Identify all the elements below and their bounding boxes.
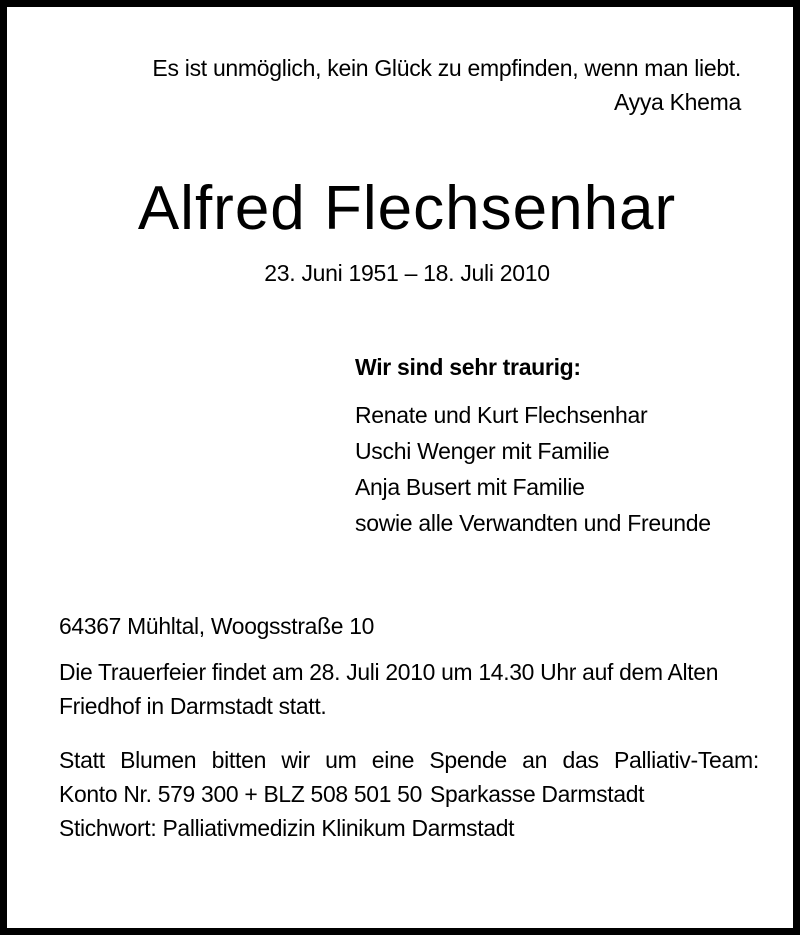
mourners-block [355,347,711,541]
donation-info [59,743,759,845]
mourner-item: Renate und Kurt Flechsenhar [355,402,648,428]
ceremony-info [59,655,759,723]
donation-line-1: Statt Blumen bitten wir um eine Spende an das Palliativ-Team: [59,747,759,773]
donation-account: Konto Nr. 579 300 + BLZ 508 501 50 [59,781,423,807]
ceremony-line-2: Friedhof in Darmstadt statt. [59,693,327,719]
deceased-name: Alfred Flechsenhar [137,174,677,243]
life-dates: 23. Juni 1951 – 18. Juli 2010 [264,260,550,286]
mourners-heading: Wir sind sehr traurig: [355,354,581,380]
mourner-item: Anja Busert mit Familie [355,474,585,500]
address: 64367 Mühltal, Woogsstraße 10 [59,613,375,639]
ceremony-line-1: Die Trauerfeier findet am 28. Juli 2010 um 14.30 Uhr auf dem Alten [59,659,719,685]
donation-bank: Sparkasse Darmstadt [430,781,645,807]
mourner-item: Uschi Wenger mit Familie [355,438,610,464]
quote-text: Es ist unmöglich, kein Glück zu empfinden, wenn man liebt. [152,55,741,81]
donation-keyword: Stichwort: Palliativmedizin Klinikum Darmstadt [59,815,515,841]
quote-author: Ayya Khema [614,89,741,115]
mourner-item: sowie alle Verwandten und Freunde [355,510,711,536]
quote [152,51,741,119]
